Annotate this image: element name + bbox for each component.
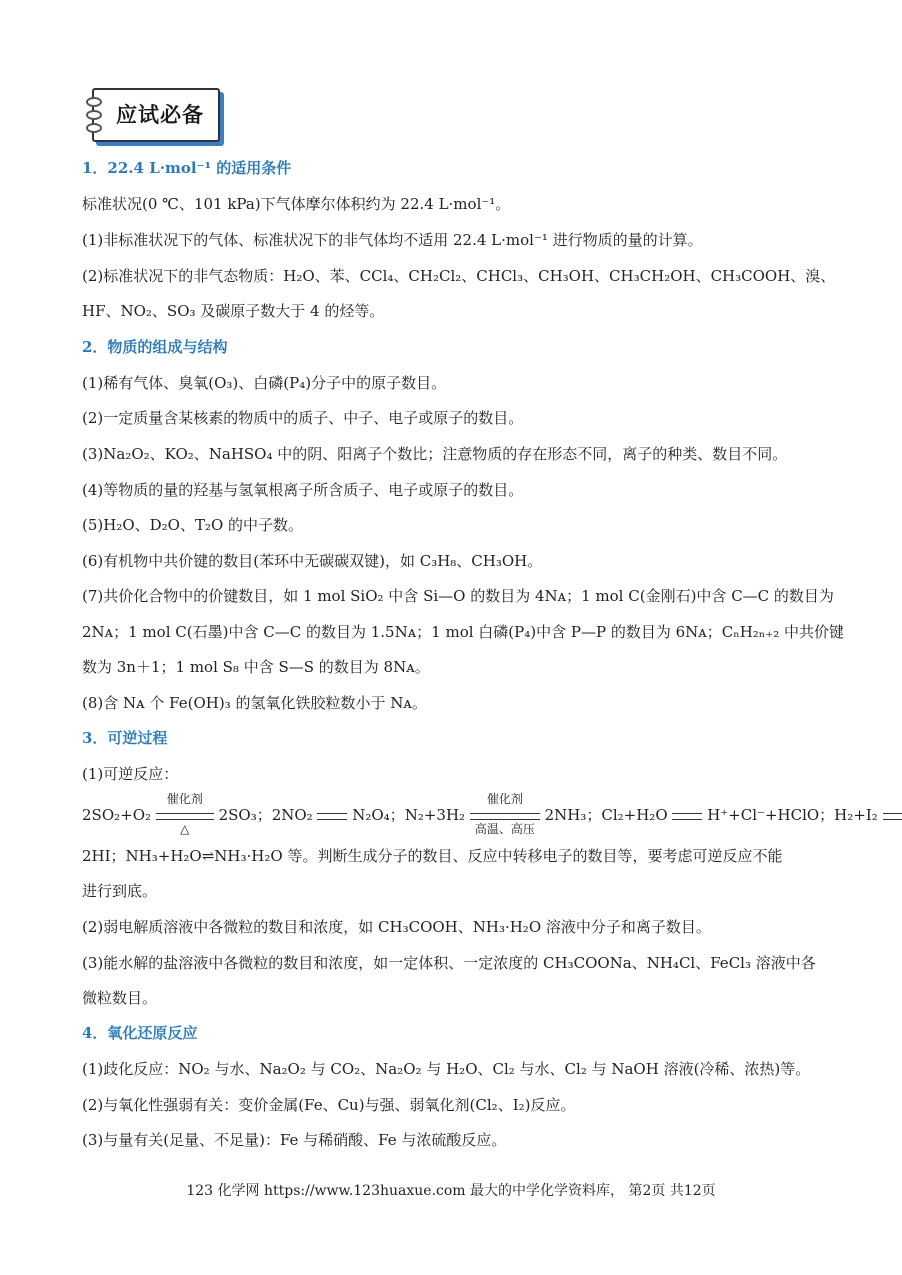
paragraph: (1)稀有气体、臭氧(O₃)、白磷(P₄)分子中的原子数目。 <box>82 374 447 392</box>
heading-1: 1．22.4 L·mol⁻¹ 的适用条件 <box>82 159 292 177</box>
reversible-arrow-icon <box>317 805 347 827</box>
section-banner <box>92 88 220 142</box>
paragraph: (1)非标准状况下的气体、标准状况下的非气体均不适用 22.4 L·mol⁻¹ 进行物质的量的计算。 <box>82 231 703 249</box>
equation-part: 2SO₂+O₂ <box>82 806 152 824</box>
paragraph: (3)与量有关(足量、不足量)：Fe 与稀硝酸、Fe 与浓硫酸反应。 <box>82 1131 507 1149</box>
equation-part: N₂O₄；N₂+3H₂ <box>352 806 466 824</box>
paragraph: 数为 3n＋1；1 mol S₈ 中含 S—S 的数目为 8Nᴀ。 <box>82 658 430 676</box>
paragraph: (4)等物质的量的羟基与氢氧根离子所含质子、电子或原子的数目。 <box>82 481 524 499</box>
paragraph: (1)歧化反应：NO₂ 与水、Na₂O₂ 与 CO₂、Na₂O₂ 与 H₂O、Cl₂ 与水、Cl₂ 与 NaOH 溶液(冷稀、浓热)等。 <box>82 1060 811 1078</box>
paragraph: 标准状况(0 ℃、101 kPa)下气体摩尔体积约为 22.4 L·mol⁻¹。 <box>82 195 511 213</box>
banner-title: 应试必备 <box>116 103 204 127</box>
arrow-condition: 催化剂 <box>166 792 203 806</box>
paragraph: (2)一定质量含某核素的物质中的质子、中子、电子或原子的数目。 <box>82 409 524 427</box>
paragraph: 微粒数目。 <box>82 989 158 1007</box>
spiral-binding-icon <box>86 97 100 133</box>
equation-part: H⁺+Cl⁻+HClO；H₂+I₂ <box>707 806 878 824</box>
arrow-condition: 高温、高压 <box>474 822 535 836</box>
reversible-arrow-icon <box>672 805 702 827</box>
paragraph: (2)标准状况下的非气态物质：H₂O、苯、CCl₄、CH₂Cl₂、CHCl₃、CH₃OH、CH₃CH₂OH、CH₃COOH、溴、 <box>82 267 836 285</box>
paragraph: (3)能水解的盐溶液中各微粒的数目和浓度，如一定体积、一定浓度的 CH₃COONa、NH₄Cl、FeCl₃ 溶液中各 <box>82 954 816 972</box>
equation-line <box>82 792 902 836</box>
paragraph: (6)有机物中共价键的数目(苯环中无碳碳双键)，如 C₃H₈、CH₃OH。 <box>82 552 543 570</box>
heading-3: 3．可逆过程 <box>82 729 168 747</box>
heading-2: 2．物质的组成与结构 <box>82 338 228 356</box>
paragraph: 进行到底。 <box>82 882 158 900</box>
paragraph: (2)与氧化性强弱有关：变价金属(Fe、Cu)与强、弱氧化剂(Cl₂、I₂)反应。 <box>82 1096 576 1114</box>
paragraph: HF、NO₂、SO₃ 及碳原子数大于 4 的烃等。 <box>82 302 385 320</box>
reversible-arrow-icon <box>470 792 540 836</box>
paragraph: (5)H₂O、D₂O、T₂O 的中子数。 <box>82 516 304 534</box>
heading-4: 4．氧化还原反应 <box>82 1024 198 1042</box>
equation-part: 2NH₃；Cl₂+H₂O <box>544 806 668 824</box>
paragraph: 2HI；NH₃+H₂O⇌NH₃·H₂O 等。判断生成分子的数目、反应中转移电子的数目等，要考虑可逆反应不能 <box>82 847 783 865</box>
paragraph: (3)Na₂O₂、KO₂、NaHSO₄ 中的阴、阳离子个数比；注意物质的存在形态不同，离子的种类、数目不同。 <box>82 445 788 463</box>
arrow-condition: △ <box>180 822 190 836</box>
paragraph: (7)共价化合物中的价键数目，如 1 mol SiO₂ 中含 Si—O 的数目为 4Nᴀ；1 mol C(金刚石)中含 C—C 的数目为 <box>82 587 834 605</box>
reversible-arrow-icon <box>883 805 902 827</box>
page-footer: 123 化学网 https://www.123huaxue.com 最大的中学化学资料库， 第2页 共12页 <box>186 1183 716 1199</box>
paragraph: 2Nᴀ；1 mol C(石墨)中含 C—C 的数目为 1.5Nᴀ；1 mol 白磷(P₄)中含 P—P 的数目为 6Nᴀ；CₙH₂ₙ₊₂ 中共价键 <box>82 623 844 641</box>
reversible-arrow-icon <box>156 792 214 836</box>
equation-part: 2SO₃；2NO₂ <box>218 806 313 824</box>
paragraph: (2)弱电解质溶液中各微粒的数目和浓度，如 CH₃COOH、NH₃·H₂O 溶液中分子和离子数目。 <box>82 918 711 936</box>
paragraph: (1)可逆反应： <box>82 765 179 783</box>
arrow-condition: 催化剂 <box>486 792 523 806</box>
paragraph: (8)含 Nᴀ 个 Fe(OH)₃ 的氢氧化铁胶粒数小于 Nᴀ。 <box>82 694 427 712</box>
